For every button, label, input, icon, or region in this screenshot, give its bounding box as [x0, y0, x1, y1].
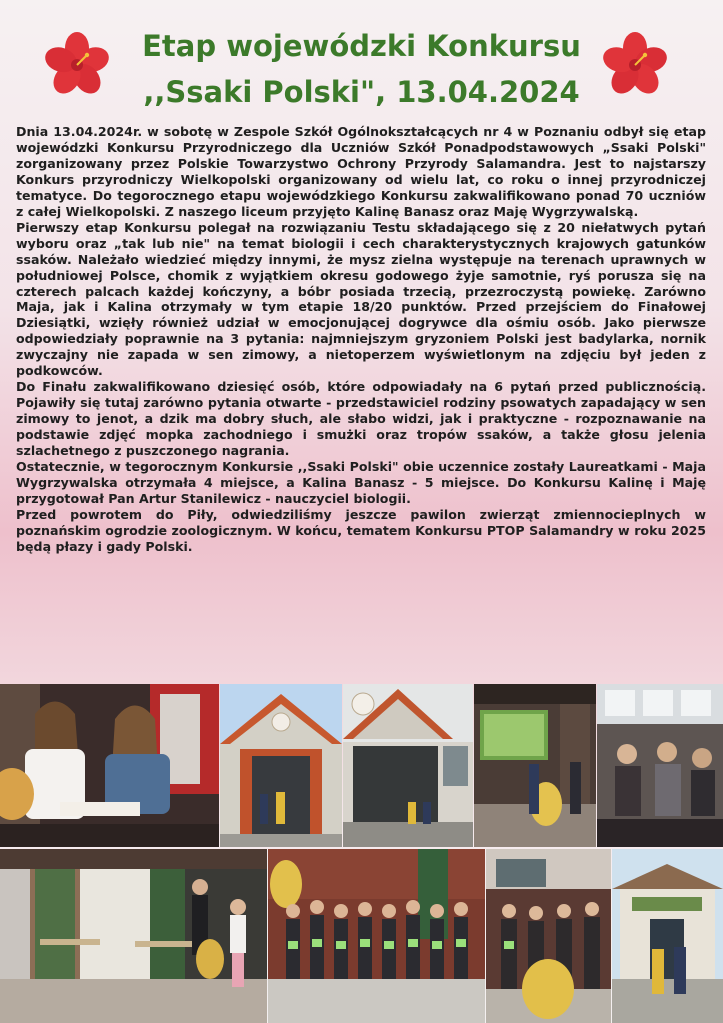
photo-award-winners: [486, 849, 611, 1023]
hibiscus-flower-icon: [598, 32, 672, 98]
article-paragraph: Do Finału zakwalifikowano dziesięć osób, które odpowiadały na 6 pytań przed publicznością. Pojawiły się tutaj zarówno pytania otwarte - przedstawiciel rodziny psowatych zapadający w sen zimowy to jenot, a dzik ma dobry słuch, ale słabo widzi, jak i praktyczne - rozpoznawanie na podstawie zdjęć mopka zachodniego i smużki oraz tropów ssaków, a także głosu jelenia szlachetnego z puszczonego nagrania.: [16, 379, 706, 459]
photo-laureates-group: [268, 849, 485, 1023]
photo-collage: [0, 684, 723, 1023]
photo-school-entrance: [220, 684, 342, 847]
photo-zoo-pavilion: [612, 849, 723, 1023]
article-paragraph: Przed powrotem do Piły, odwiedziliśmy jeszcze pawilon zwierząt zmiennocieplnych w poznańskim ogrodzie zoologicznym. W końcu, tematem Konkursu PTOP Salamandry w roku 2025 będą płazy i gady Polski.: [16, 506, 706, 554]
article-body: [16, 124, 706, 555]
article-paragraph: Pierwszy etap Konkursu polegał na rozwiązaniu Testu składającego się z 20 niełatwych pytań wyboru oraz „tak lub nie" na temat biologii i cech charakterystycznych krajowych gatunków ssaków. Należało wiedzieć między innymi, że mysz zielna występuje na terenach uprawnych w południowej Polsce, chomik z wyjątkiem okresu godowego żyje samotnie, ryś porusza się na czterech palcach każdej kończyny, a bóbr posiada trzecią, przezroczystą powiekę. Zarówno Maja, jak i Kalina otrzymały w tym etapie 18/20 punktów. Przed przejściem do Finałowej Dziesiątki, wzięły również udział w emocjonującej dogrywce dla ośmiu osób. Jako pierwsze odpowiedziały poprawnie na 3 pytania: najmniejszym gryzoniem Polski jest badylarka, nornik zwyczajny nie zapada w sen zimowy, a nietoperzem wyświetlonym na zdjęciu był jeden z podkowców.: [16, 219, 706, 379]
page-title-line2: ,,Ssaki Polski", 13.04.2024: [143, 75, 580, 109]
photo-presentation-stage: [474, 684, 596, 847]
photo-school-building: [343, 684, 473, 847]
page-title-line1: Etap wojewódzki Konkursu: [142, 29, 581, 63]
article-paragraph: Ostatecznie, w tegorocznym Konkursie ,,Ssaki Polski" obie uczennice zostały Laureatkami - Maja Wygrzywalska otrzymała 4 miejsce, a Kalina Banasz - 5 miejsce. Do Konkursu Kalinę i Maję przygotował Pan Artur Stanilewicz - nauczyciel biologii.: [16, 459, 706, 506]
photo-students-reading: [0, 684, 219, 847]
photo-audience: [597, 684, 723, 847]
article-paragraph: Dnia 13.04.2024r. w sobotę w Zespole Szkół Ogólnokształcących nr 4 w Poznaniu odbył się etap wojewódzki Konkursu Przyrodniczego dla Uczniów Szkół Ponadpodstawowych „Ssaki Polski" zorganizowany przez Polskie Towarzystwo Ochrony Przyrody Salamandra. Jest to najstarszy Konkurs przyrodniczy Wielkopolski organizowany od wielu lat, co roku o innej przyrodniczej tematyce. Do tegorocznego etapu wojewódzkiego Konkursu zakwalifikowano ponad 70 uczniów z całej Wielkopolski. Z naszego liceum przyjęto Kalinę Banasz oraz Maję Wygrzywalską.: [16, 124, 706, 219]
photo-test-room: [0, 849, 267, 1023]
header: [0, 22, 723, 118]
